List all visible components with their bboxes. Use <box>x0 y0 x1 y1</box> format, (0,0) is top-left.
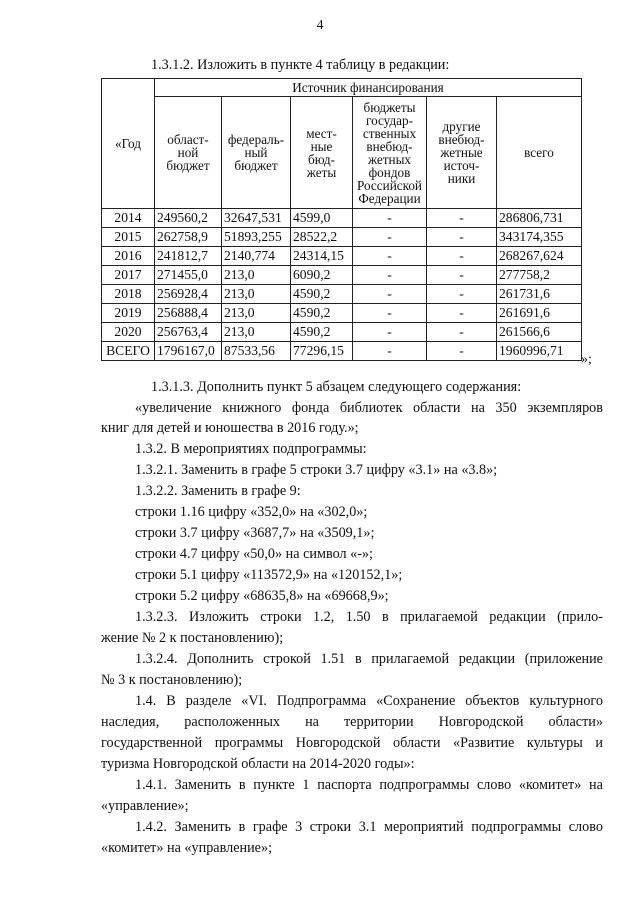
word: культурного <box>529 693 603 709</box>
table-row <box>102 323 582 342</box>
word: в <box>238 819 246 835</box>
word: Новгородской <box>438 714 524 730</box>
word: «Сохранение <box>376 693 456 709</box>
table-cell: 256928,4 <box>155 285 222 304</box>
year-cell: 2016 <box>102 247 155 266</box>
table-cell: 1796167,0 <box>155 342 222 361</box>
word: 1.3.2.3. <box>135 609 178 625</box>
table-closing-mark: »; <box>581 352 592 367</box>
word: строки <box>309 819 352 835</box>
table-cell: 24314,15 <box>291 247 353 266</box>
table-cell: - <box>427 228 497 247</box>
paragraph-1-3-2-3-line1 <box>135 609 603 626</box>
word: 1.3.2.4. <box>135 651 178 667</box>
paragraph-1-3-2-4-line2: № 3 к постановлению); <box>101 672 243 688</box>
table-cell: 4590,2 <box>291 323 353 342</box>
paragraph-1-3-2-1: 1.3.2.1. Заменить в графе 5 строки 3.7 цифру «3.1» на «3.8»; <box>135 462 498 478</box>
word: фонда <box>291 400 330 416</box>
table-cell: 213,0 <box>222 266 291 285</box>
word: 3.1 <box>358 819 377 835</box>
year-cell: 2015 <box>102 228 155 247</box>
word: Новгородской <box>295 735 381 751</box>
table-cell: 261566,6 <box>497 323 582 342</box>
column-header: област- ной бюджет <box>155 97 222 209</box>
word: 1.51 <box>320 651 346 667</box>
table-cell: - <box>353 342 427 361</box>
table-row <box>102 285 582 304</box>
table-cell: - <box>353 285 427 304</box>
table-cell: - <box>353 209 427 228</box>
table-cell: 32647,531 <box>222 209 291 228</box>
table-cell: - <box>353 266 427 285</box>
paragraph-1-3-2-3-line2: жение № 2 к постановлению); <box>101 630 284 646</box>
table-cell: - <box>353 304 427 323</box>
word: 3 <box>295 819 303 835</box>
word: «Развитие <box>453 735 515 751</box>
table-cell: 2140,774 <box>222 247 291 266</box>
table-cell: 268267,624 <box>497 247 582 266</box>
funding-source-header: Источник финансирования <box>155 79 582 97</box>
table-cell: - <box>427 209 497 228</box>
table-cell: - <box>427 247 497 266</box>
word: строкой <box>263 651 311 667</box>
table-cell: 262758,9 <box>155 228 222 247</box>
word: графе <box>252 819 288 835</box>
paragraph-books-line1 <box>135 400 603 417</box>
year-cell: 2020 <box>102 323 155 342</box>
paragraph-1-4-1-line1 <box>135 777 603 794</box>
table-cell: 261691,6 <box>497 304 582 323</box>
table-row <box>102 342 582 361</box>
word: книжного <box>222 400 282 416</box>
word: разделе <box>185 693 232 709</box>
word: В <box>166 693 176 709</box>
word: 1.50 <box>345 609 371 625</box>
year-cell: 2018 <box>102 285 155 304</box>
year-cell: 2019 <box>102 304 155 323</box>
paragraph-1-4-1-line2: «управление»; <box>101 798 189 814</box>
table-cell: 213,0 <box>222 285 291 304</box>
word: области <box>413 400 461 416</box>
paragraph-1-3-2-4-line1 <box>135 651 603 668</box>
table-cell: 241812,7 <box>155 247 222 266</box>
table-cell: 261731,6 <box>497 285 582 304</box>
column-header: бюджеты государ- ственных внебюд- жетных фондов Российской Федерации <box>353 97 427 209</box>
table-cell: 87533,56 <box>222 342 291 361</box>
year-cell: 2014 <box>102 209 155 228</box>
table-cell: - <box>427 266 497 285</box>
word: объектов <box>465 693 520 709</box>
word: программы <box>214 735 284 751</box>
table-cell: 6090,2 <box>291 266 353 285</box>
replace-line-3-7: строки 3.7 цифру «3687,7» на «3509,1»; <box>135 525 375 541</box>
word: «увеличение <box>135 400 212 416</box>
table-row <box>102 247 582 266</box>
word: территории <box>343 714 414 730</box>
table-cell: 256763,4 <box>155 323 222 342</box>
word: слово <box>477 777 512 793</box>
word: области <box>393 735 441 751</box>
year-cell: ВСЕГО <box>102 342 155 361</box>
table-cell: 28522,2 <box>291 228 353 247</box>
word: «VI. <box>241 693 267 709</box>
table-cell: 1960996,71 <box>497 342 582 361</box>
paragraph-1-4-line2 <box>101 714 603 731</box>
word: Заменить <box>174 819 232 835</box>
word: слово <box>568 819 603 835</box>
word: прилагаемой <box>400 609 478 625</box>
column-header: федераль- ный бюджет <box>222 97 291 209</box>
word: 1.2, <box>312 609 335 625</box>
table-cell: 4590,2 <box>291 285 353 304</box>
table-cell: 4599,0 <box>291 209 353 228</box>
word: подпрограммы <box>471 819 562 835</box>
table-cell: 213,0 <box>222 304 291 323</box>
table-cell: - <box>427 304 497 323</box>
table-cell: 213,0 <box>222 323 291 342</box>
intro-paragraph: 1.3.1.2. Изложить в пункте 4 таблицу в редакции: <box>151 57 450 73</box>
word: Изложить <box>189 609 249 625</box>
table-cell: 277758,2 <box>497 266 582 285</box>
word: на <box>589 777 603 793</box>
word: экземпляров <box>527 400 603 416</box>
word: редакции <box>489 609 546 625</box>
word: Подпрограмма <box>276 693 367 709</box>
table-cell: - <box>353 323 427 342</box>
word: и <box>595 735 603 751</box>
replace-line-5-1: строки 5.1 цифру «113572,9» на «120152,1»; <box>135 567 403 583</box>
table-cell: - <box>353 228 427 247</box>
word: подпрограммы <box>379 777 470 793</box>
word: прилагаемой <box>371 651 450 667</box>
table-row <box>102 266 582 285</box>
replace-line-5-2: строки 5.2 цифру «68635,8» на «69668,9»; <box>135 588 389 604</box>
replace-line-4-7: строки 4.7 цифру «50,0» на символ «-»; <box>135 546 373 562</box>
word: 1.4.2. <box>135 819 167 835</box>
word: строки <box>260 609 302 625</box>
column-header: другие внебюд- жетные источ- ники <box>427 97 497 209</box>
word: Дополнить <box>187 651 254 667</box>
paragraph-1-3-2: 1.3.2. В мероприятиях подпрограммы: <box>135 441 367 457</box>
financing-table <box>101 78 582 361</box>
word: паспорта <box>317 777 372 793</box>
word: на <box>470 400 485 416</box>
word: (приложение <box>524 651 603 667</box>
word: 1.4.1. <box>135 777 167 793</box>
table-row <box>102 228 582 247</box>
column-header: мест- ные бюд- жеты <box>291 97 353 209</box>
word: Заменить <box>174 777 232 793</box>
word: области» <box>548 714 603 730</box>
word: 1 <box>302 777 310 793</box>
table-cell: - <box>427 323 497 342</box>
word: культуры <box>526 735 583 751</box>
table-cell: 343174,355 <box>497 228 582 247</box>
paragraph-1-4-2-line1 <box>135 819 603 836</box>
word: пункте <box>253 777 295 793</box>
table-cell: 256888,4 <box>155 304 222 323</box>
table-cell: 77296,15 <box>291 342 353 361</box>
word: 1.4. <box>135 693 157 709</box>
word: мероприятий <box>383 819 464 835</box>
table-cell: 249560,2 <box>155 209 222 228</box>
paragraph-1-3-2-2: 1.3.2.2. Заменить в графе 9: <box>135 483 301 499</box>
table-cell: - <box>353 247 427 266</box>
replace-line-1-16: строки 1.16 цифру «352,0» на «302,0»; <box>135 504 368 520</box>
word: на <box>305 714 319 730</box>
column-header: всего <box>497 97 582 209</box>
table-row <box>102 209 582 228</box>
table-cell: 286806,731 <box>497 209 582 228</box>
word: расположенных <box>184 714 281 730</box>
page-number: 4 <box>316 18 324 33</box>
table-row <box>102 304 582 323</box>
word: библиотек <box>339 400 403 416</box>
year-cell: 2017 <box>102 266 155 285</box>
table-cell: - <box>427 285 497 304</box>
word: в <box>381 609 389 625</box>
word: в <box>354 651 362 667</box>
table-cell: - <box>427 342 497 361</box>
word: наследия, <box>101 714 160 730</box>
paragraph-1-4-line4: туризма Новгородской области на 2014-2020 годы»: <box>101 756 415 772</box>
paragraph-1-3-1-3: 1.3.1.3. Дополнить пункт 5 абзацем следующего содержания: <box>151 379 522 395</box>
word: «комитет» <box>518 777 582 793</box>
word: в <box>238 777 246 793</box>
word: редакции <box>458 651 516 667</box>
table-cell: 271455,0 <box>155 266 222 285</box>
paragraph-books-line2: книг для детей и юношества в 2016 году.»; <box>101 420 359 436</box>
word: государственной <box>101 735 203 751</box>
word: (прило- <box>557 609 603 625</box>
paragraph-1-4-line3 <box>101 735 603 752</box>
paragraph-1-4-2-line2: «комитет» на «управление»; <box>101 840 273 856</box>
paragraph-1-4-line1 <box>135 693 603 710</box>
word: 350 <box>495 400 517 416</box>
year-header: «Год <box>102 79 155 209</box>
table-cell: 4590,2 <box>291 304 353 323</box>
table-cell: 51893,255 <box>222 228 291 247</box>
